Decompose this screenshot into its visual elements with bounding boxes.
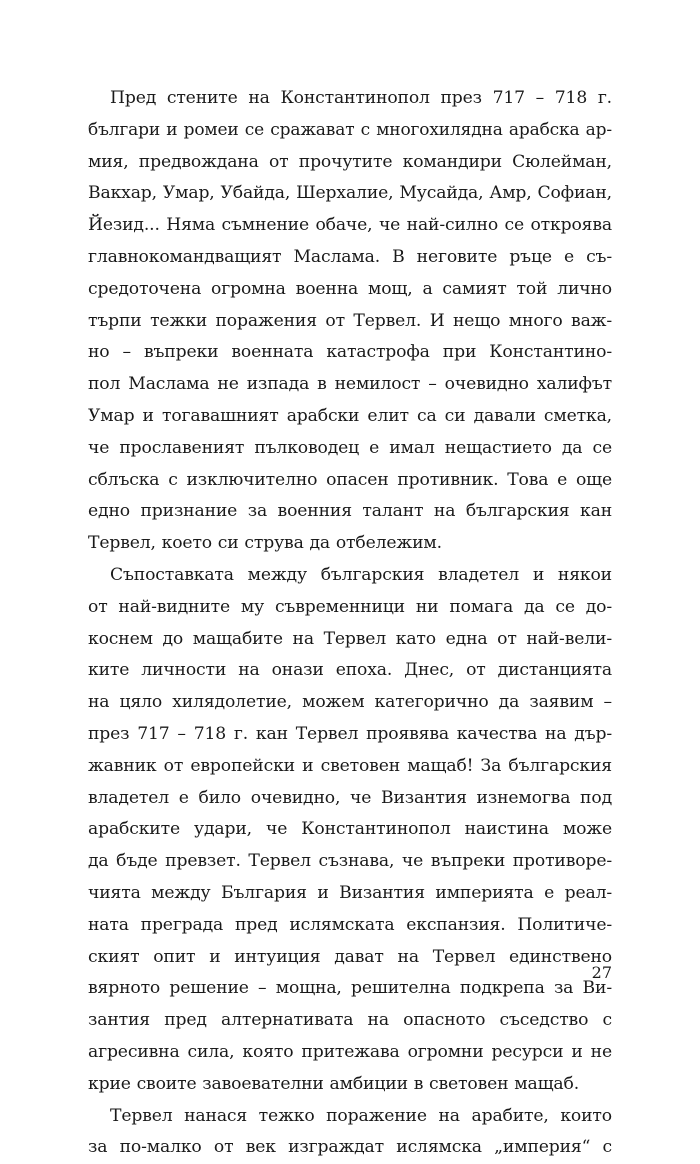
text-line: Умар и тогавашният арабски елит са си давали сметка, (88, 401, 612, 433)
text-line: зантия пред алтернативата на опасното съседство с (88, 1005, 612, 1037)
text-line: ната преграда пред ислямската експанзия. Политиче- (88, 910, 612, 942)
text-line: Съпоставката между българския владетел и някои (88, 560, 612, 592)
text-line: на цяло хилядолетие, можем категорично да заявим – (88, 687, 612, 719)
text-line: за по-малко от век изграждат ислямска „империя“ с (88, 1132, 612, 1164)
text-line: главнокомандващият Маслама. В неговите ръце е съ- (88, 242, 612, 274)
text-line: арабските удари, че Константинопол наистина може (88, 814, 612, 846)
text-line: пол Маслама не изпада в немилост – очевидно халифът (88, 369, 612, 401)
text-line: сблъска с изключително опасен противник. Това е още (88, 465, 612, 497)
text-line: Пред стените на Константинопол през 717 – 718 г. (88, 83, 612, 115)
text-line: средоточена огромна военна мощ, а самият той лично (88, 274, 612, 306)
paragraph-2 (88, 560, 612, 1101)
text-line: че прославеният пълководец е имал нещастието да се (88, 433, 612, 465)
text-line: през 717 – 718 г. кан Тервел проявява качества на дър- (88, 719, 612, 751)
text-line: но – въпреки военната катастрофа при Константино- (88, 337, 612, 369)
text-line: ките личности на онази епоха. Днес, от дистанцията (88, 655, 612, 687)
text-line: чията между България и Византия империята е реал- (88, 878, 612, 910)
text-line: едно признание за военния талант на българския кан (88, 496, 612, 528)
text-line: мия, предвождана от прочутите командири Сюлейман, (88, 147, 612, 179)
text-line: Вакхар, Умар, Убайда, Шерхалие, Мусайда, Амр, Софиан, (88, 178, 612, 210)
text-line: да бъде превзет. Тервел съзнава, че въпреки противоре- (88, 846, 612, 878)
text-line: търпи тежки поражения от Тервел. И нещо много важ- (88, 306, 612, 338)
text-line: агресивна сила, която притежава огромни ресурси и не (88, 1037, 612, 1069)
text-line: от най-видните му съвременници ни помага да се до- (88, 592, 612, 624)
text-line: Йезид... Няма съмнение обаче, че най-силно се откроява (88, 210, 612, 242)
text-line: българи и ромеи се сражават с многохилядна арабска ар- (88, 115, 612, 147)
text-line: жавник от европейски и световен мащаб! За българския (88, 751, 612, 783)
text-line: крие своите завоевателни амбиции в световен мащаб. (88, 1069, 612, 1101)
page-body (88, 83, 612, 1164)
text-line: Тервел, което си струва да отбележим. (88, 528, 612, 560)
paragraph-1 (88, 83, 612, 560)
paragraph-3 (88, 1101, 612, 1164)
text-line: коснем до мащабите на Тервел като една от най-вели- (88, 624, 612, 656)
text-line: Тервел нанася тежко поражение на арабите, които (88, 1101, 612, 1133)
text-line: владетел е било очевидно, че Византия изнемогва под (88, 783, 612, 815)
text-line: ският опит и интуиция дават на Тервел единствено (88, 942, 612, 974)
text-line: вярното решение – мощна, решителна подкрепа за Ви- (88, 973, 612, 1005)
page-number: 27 (562, 963, 612, 982)
